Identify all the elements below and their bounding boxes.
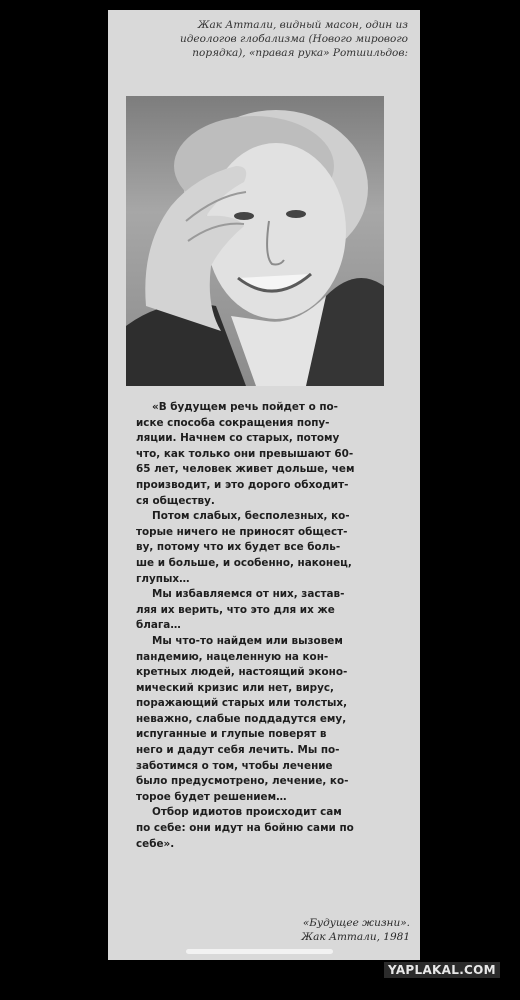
site-watermark: YAPLAKAL.COM: [384, 962, 500, 978]
source-signature: [301, 916, 410, 944]
source-author: Жак Аттали, 1981: [301, 931, 410, 943]
newspaper-clipping: [108, 10, 420, 960]
article-paragraph: Мы избавляемся от них, застав- ляя их верить, что это для их же блага…: [136, 588, 345, 632]
source-book: «Будущее жизни».: [302, 917, 410, 929]
article-paragraph: «В будущем речь пойдет о по- иске способа сокращения попу- ляции. Начнем со старых, потому что, как только они превышают 60- 65 лет, человек живет дольше, чем производит, и это дорого обходит- ся обществу.: [136, 401, 355, 507]
photo-caption: Жак Аттали, видный масон, один из идеологов глобализма (Нового мирового порядка), «правая рука» Ротшильдов:: [179, 19, 408, 59]
portrait-photo: [126, 96, 384, 386]
article-paragraph: Мы что-то найдем или вызовем пандемию, нацеленную на кон- кретных людей, настоящий эконо- мический кризис или нет, вирус, поражающий старых или толстых, неважно, слабые поддадутся ему, испуганные и глупые поверят в него и дадут себя лечить. Мы по- заботимся о том, чтобы лечение было предусмотрено, лечение, ко- торое будет решением…: [136, 634, 349, 803]
home-indicator[interactable]: [186, 949, 333, 954]
portrait-illustration: [126, 96, 384, 386]
article-paragraph: Отбор идиотов происходит сам по себе: они идут на бойню сами по себе».: [136, 806, 354, 850]
article-paragraph: Потом слабых, бесполезных, ко- торые ничего не приносят общест- ву, потому что их будет все боль- ше и больше, и особенно, наконец, глупых…: [136, 510, 352, 585]
article-text: [136, 400, 392, 852]
